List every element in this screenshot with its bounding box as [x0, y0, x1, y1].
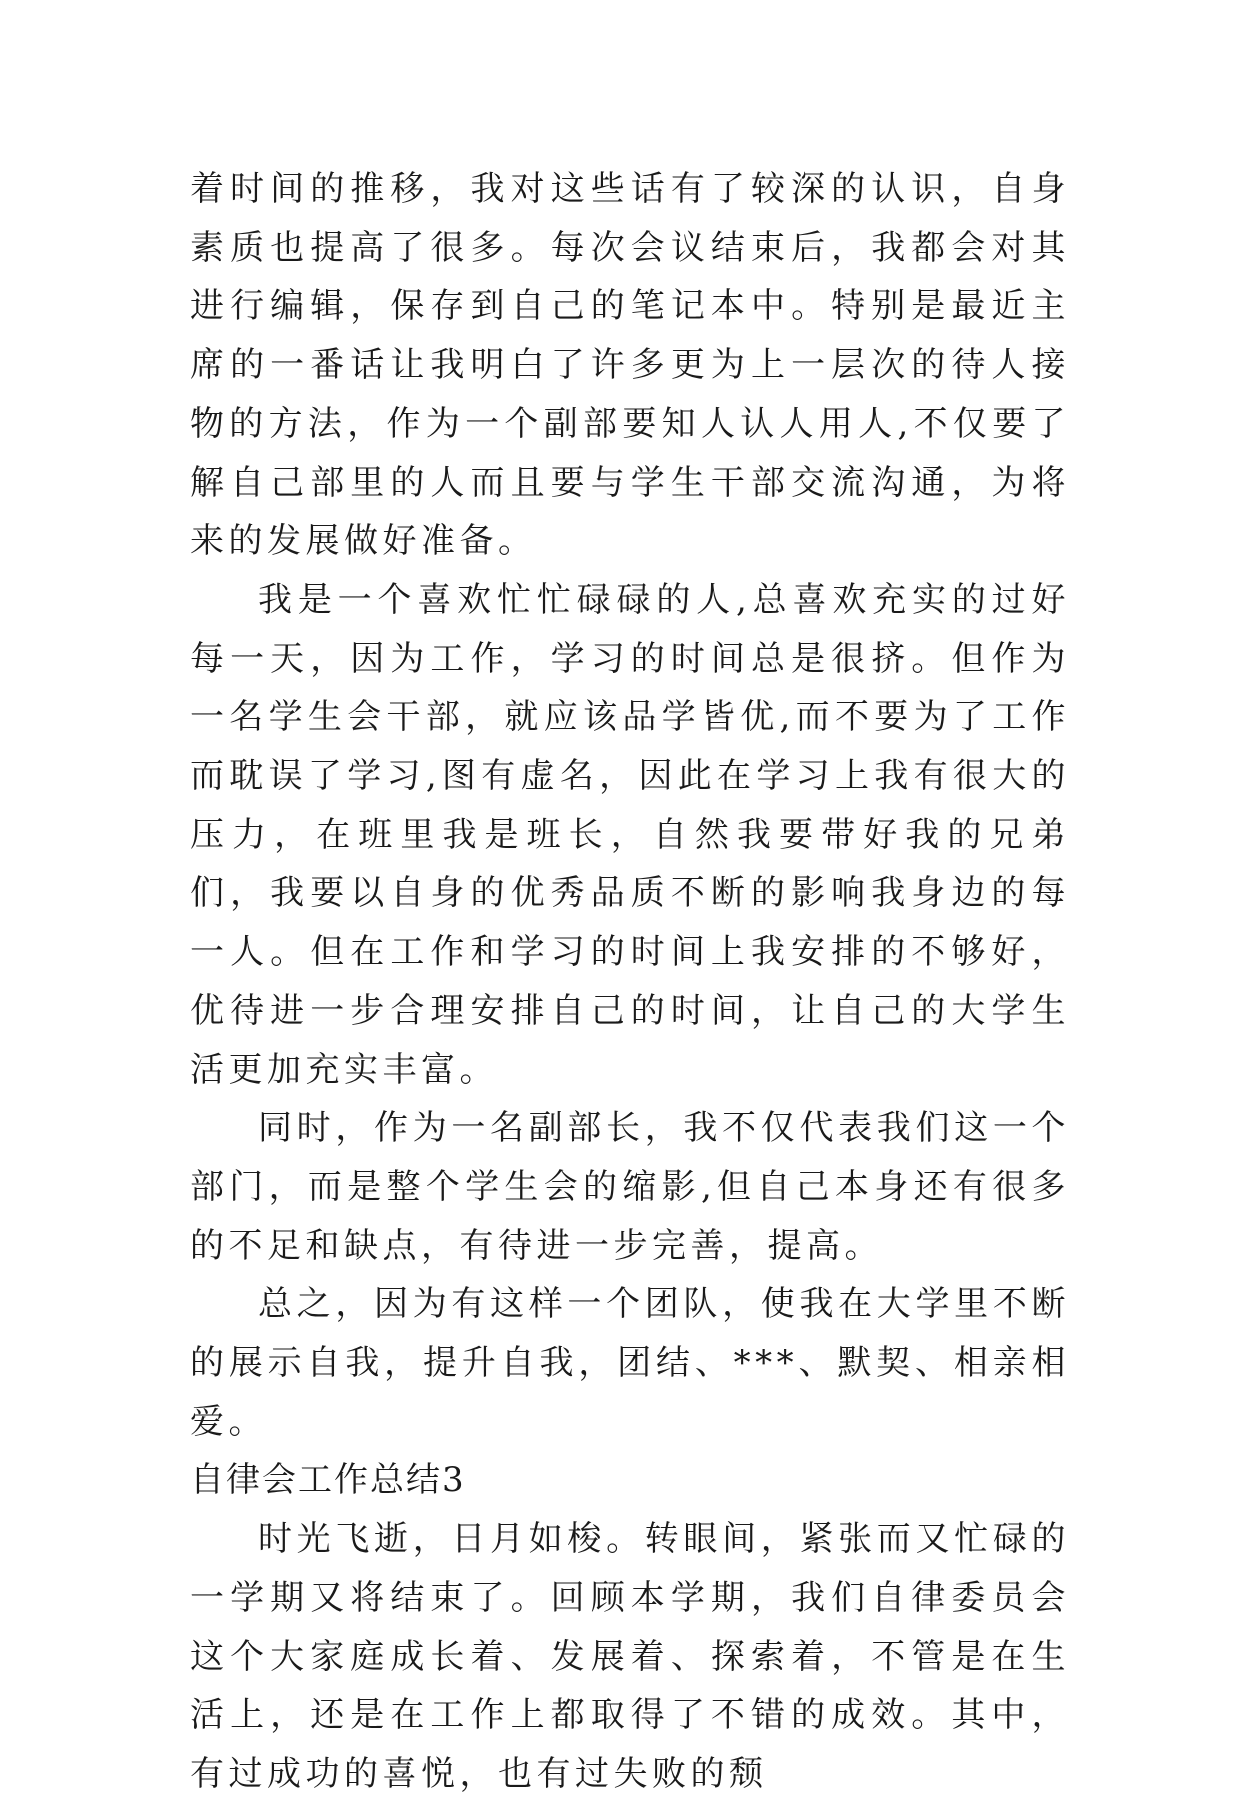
paragraph-2: 我是一个喜欢忙忙碌碌的人,总喜欢充实的过好每一天，因为工作，学习的时间总是很挤。但作为一名学生会干部，就应该品学皆优,而不要为了工作而耽误了学习,图有虚名，因此在学习上我有很大的压力，在班里我是班长，自然我要带好我的兄弟们，我要以自身的优秀品质不断的影响我身边的每一人。但在工作和学习的时间上我安排的不够好，优待进一步合理安排自己的时间，让自己的大学生活更加充实丰富。: [190, 579, 1070, 1090]
paragraph-4: 总之，因为有这样一个团队，使我在大学里不断的展示自我，提升自我，团结、***、默契、相亲相爱。: [190, 1284, 1070, 1442]
paragraph-3: 同时，作为一名副部长，我不仅代表我们这一个部门，而是整个学生会的缩影,但自己本身还有很多的不足和缺点，有待进一步完善，提高。: [190, 1108, 1070, 1266]
document-body: [190, 160, 1070, 1804]
paragraph-1: 着时间的推移，我对这些话有了较深的认识，自身素质也提高了很多。每次会议结束后，我都会对其进行编辑，保存到自己的笔记本中。特别是最近主席的一番话让我明白了许多更为上一层次的待人接物的方法，作为一个副部要知人认人用人,不仅要了解自己部里的人而且要与学生干部交流沟通，为将来的发展做好准备。: [190, 169, 1070, 562]
paragraph-5: 时光飞逝，日月如梭。转眼间，紧张而又忙碌的一学期又将结束了。回顾本学期，我们自律委员会这个大家庭成长着、发展着、探索着，不管是在生活上，还是在工作上都取得了不错的成效。其中，有过成功的喜悦，也有过失败的颓: [190, 1519, 1070, 1794]
section-heading: 自律会工作总结3: [190, 1460, 466, 1501]
